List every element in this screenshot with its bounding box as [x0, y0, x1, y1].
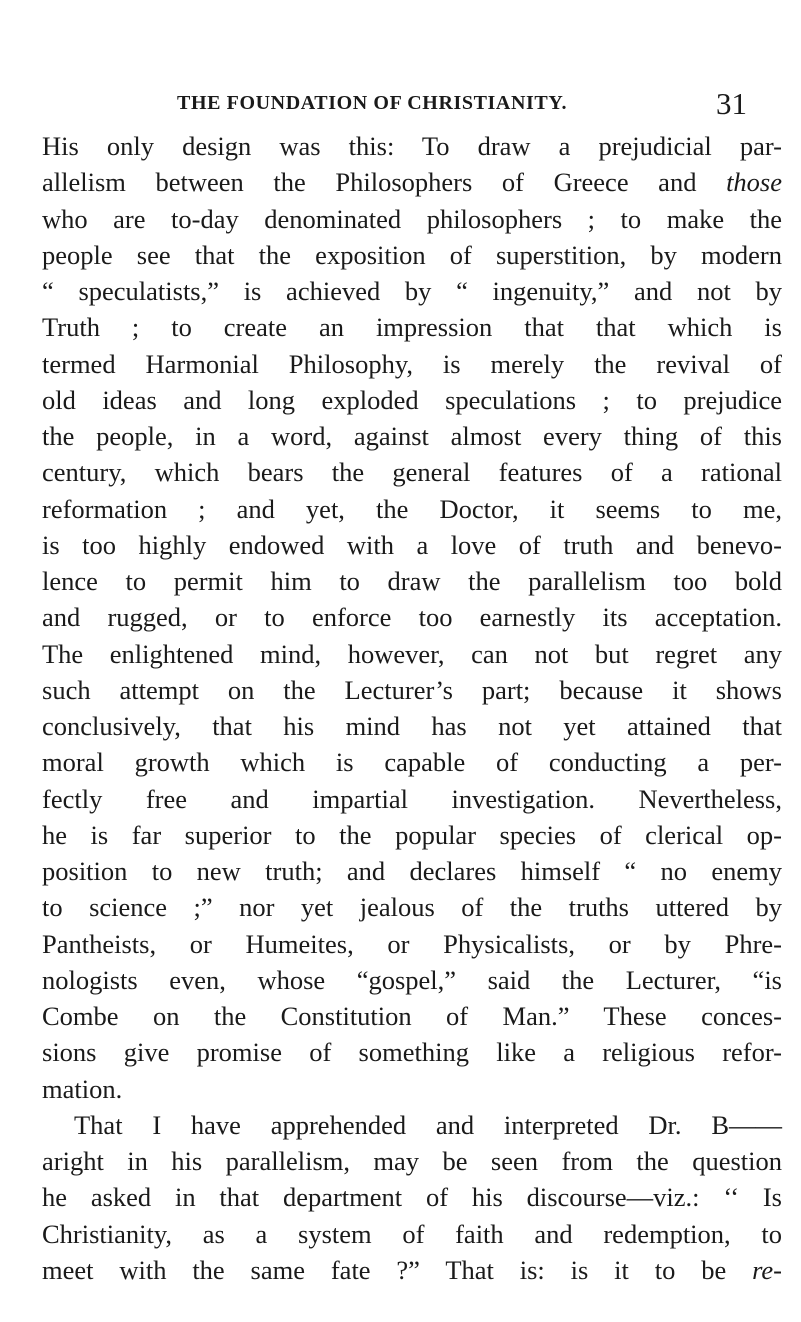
text-line: aright in his parallelism, may be seen from the question — [42, 1146, 782, 1176]
text-line: such attempt on the Lecturer’s part; because it shows — [42, 674, 782, 705]
text-line: old ideas and long exploded speculations ; to prejudice — [42, 384, 782, 415]
text-line: The enlightened mind, however, can not but regret any — [42, 638, 782, 669]
paragraph-start-line: That I have apprehended and interpreted Dr. B—— — [74, 1109, 782, 1140]
text-line: who are to-day denominated philosophers ; to make the — [42, 203, 782, 234]
text-line: meet with the same fate ?” That is: is it to be re- — [42, 1254, 782, 1285]
text-line: fectly free and impartial investigation. Nevertheless, — [42, 783, 782, 814]
text-line: Pantheists, or Humeites, or Physicalists, or by Phre- — [42, 928, 782, 959]
text-line: reformation ; and yet, the Doctor, it seems to me, — [42, 493, 782, 524]
text-line: the people, in a word, against almost every thing of this — [42, 421, 782, 451]
emphasis: re- — [752, 1254, 782, 1285]
text-line: lence to permit him to draw the parallelism too bold — [42, 566, 782, 596]
text-line: sions give promise of something like a religious refor- — [42, 1037, 782, 1068]
text-line: conclusively, that his mind has not yet attained that — [42, 711, 782, 741]
text-line: allelism between the Philosophers of Greece and those — [42, 167, 782, 198]
text-line: people see that the exposition of superstition, by modern — [42, 239, 782, 270]
text-line: and rugged, or to enforce too earnestly its acceptation. — [42, 602, 782, 633]
text-line: he is far superior to the popular species of clerical op- — [42, 819, 782, 850]
text-line: century, which bears the general features of a rational — [42, 457, 782, 488]
text-line: nologists even, whose “gospel,” said the Lecturer, “is — [42, 964, 782, 995]
text-line: Christianity, as a system of faith and redemption, to — [42, 1218, 782, 1249]
text-line: “ speculatists,” is achieved by “ ingenuity,” and not by — [42, 276, 782, 306]
text-line: to science ;” nor yet jealous of the truths uttered by — [42, 892, 782, 923]
running-title: THE FOUNDATION OF CHRISTIANITY. — [177, 92, 568, 114]
paragraph-end-line: mation. — [42, 1073, 123, 1104]
text-line: His only design was this: To draw a prejudicial par- — [42, 131, 782, 161]
text-line: Combe on the Constitution of Man.” These conces- — [42, 1001, 782, 1031]
emphasis: those — [726, 167, 782, 198]
text-line: position to new truth; and declares himself “ no enemy — [42, 856, 782, 886]
text-line: Truth ; to create an impression that that which is — [42, 312, 782, 343]
body-text — [42, 128, 782, 1288]
text-line: is too highly endowed with a love of truth and benevo- — [42, 529, 782, 560]
text-line: he asked in that department of his discourse—viz.: ‘‘ Is — [42, 1182, 782, 1213]
running-header — [0, 86, 801, 122]
page-number: 31 — [716, 86, 747, 121]
text-line: termed Harmonial Philosophy, is merely the revival of — [42, 348, 782, 379]
text-line: moral growth which is capable of conducting a per- — [42, 747, 782, 778]
